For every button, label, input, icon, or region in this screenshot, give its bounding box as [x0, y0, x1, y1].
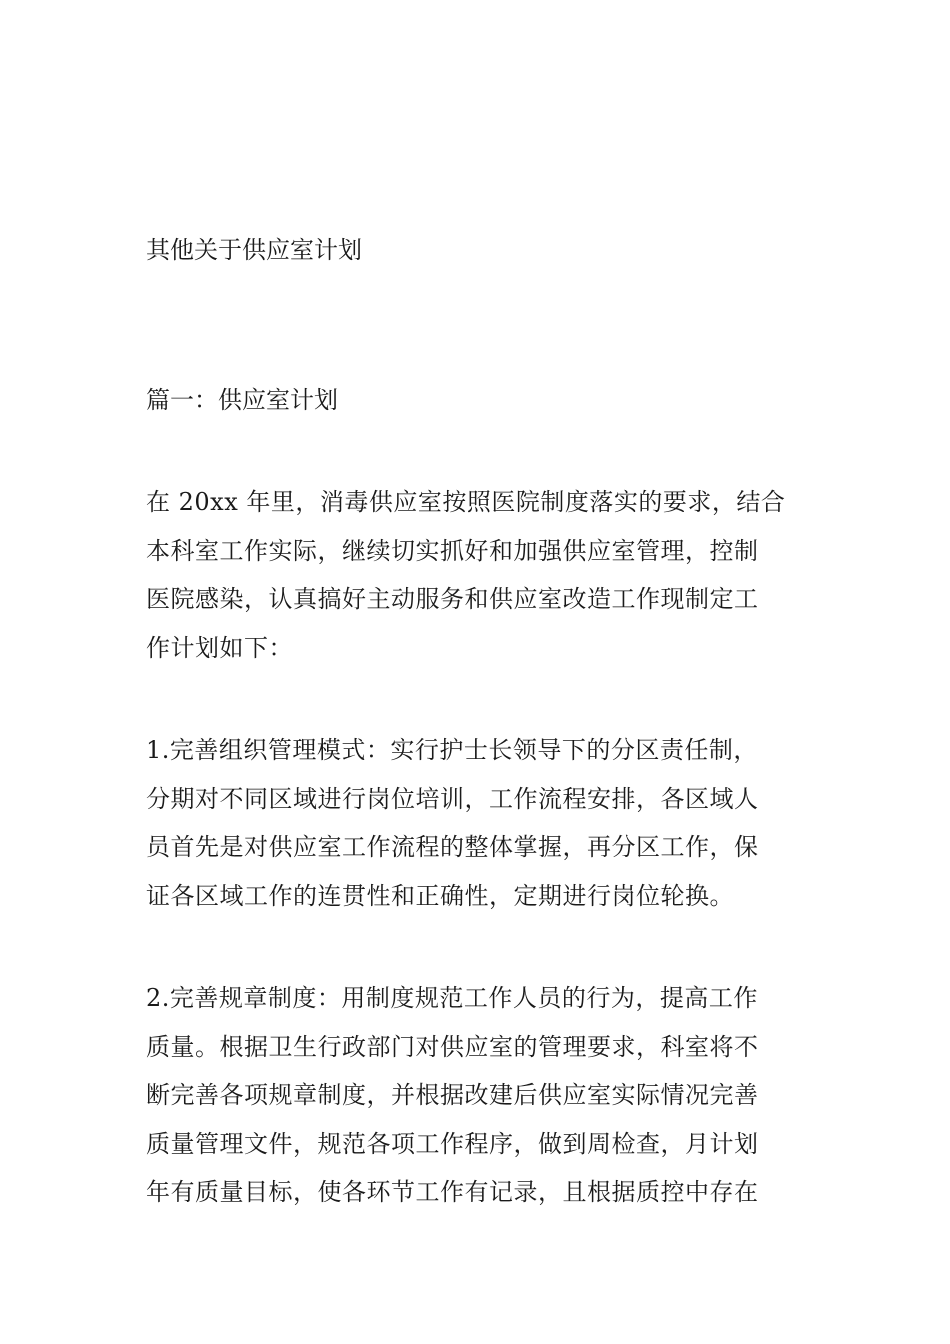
paragraph-line: 本科室工作实际，继续切实抓好和加强供应室管理，控制 — [146, 536, 759, 565]
section-heading: 篇一：供应室计划 — [146, 386, 338, 414]
paragraph-line: 1.完善组织管理模式：实行护士长领导下的分区责任制， — [146, 736, 758, 764]
paragraph-line: 员首先是对供应室工作流程的整体掌握，再分区工作，保 — [146, 833, 759, 861]
paragraph-line: 分期对不同区域进行岗位培训，工作流程安排，各区域人 — [146, 784, 759, 813]
paragraph-line: 质量。根据卫生行政部门对供应室的管理要求，科室将不 — [146, 1032, 759, 1061]
paragraph-item-2 — [146, 974, 808, 1217]
paragraph-line: 作计划如下： — [146, 633, 293, 662]
paragraph-line: 断完善各项规章制度，并根据改建后供应室实际情况完善 — [146, 1081, 759, 1109]
paragraph-line: 2.完善规章制度：用制度规范工作人员的行为，提高工作 — [146, 984, 758, 1012]
paragraph-line: 在 20xx 年里，消毒供应室按照医院制度落实的要求，结合 — [146, 488, 786, 516]
paragraph-line: 质量管理文件，规范各项工作程序，做到周检查，月计划 — [146, 1129, 759, 1158]
paragraph-line: 医院感染，认真搞好主动服务和供应室改造工作现制定工 — [146, 585, 759, 613]
paragraph-line: 年有质量目标，使各环节工作有记录，且根据质控中存在 — [146, 1178, 759, 1206]
paragraph-intro — [146, 478, 808, 672]
paragraph-line: 证各区域工作的连贯性和正确性，定期进行岗位轮换。 — [146, 881, 734, 910]
paragraph-item-1 — [146, 726, 808, 920]
document-title: 其他关于供应室计划 — [146, 236, 362, 264]
